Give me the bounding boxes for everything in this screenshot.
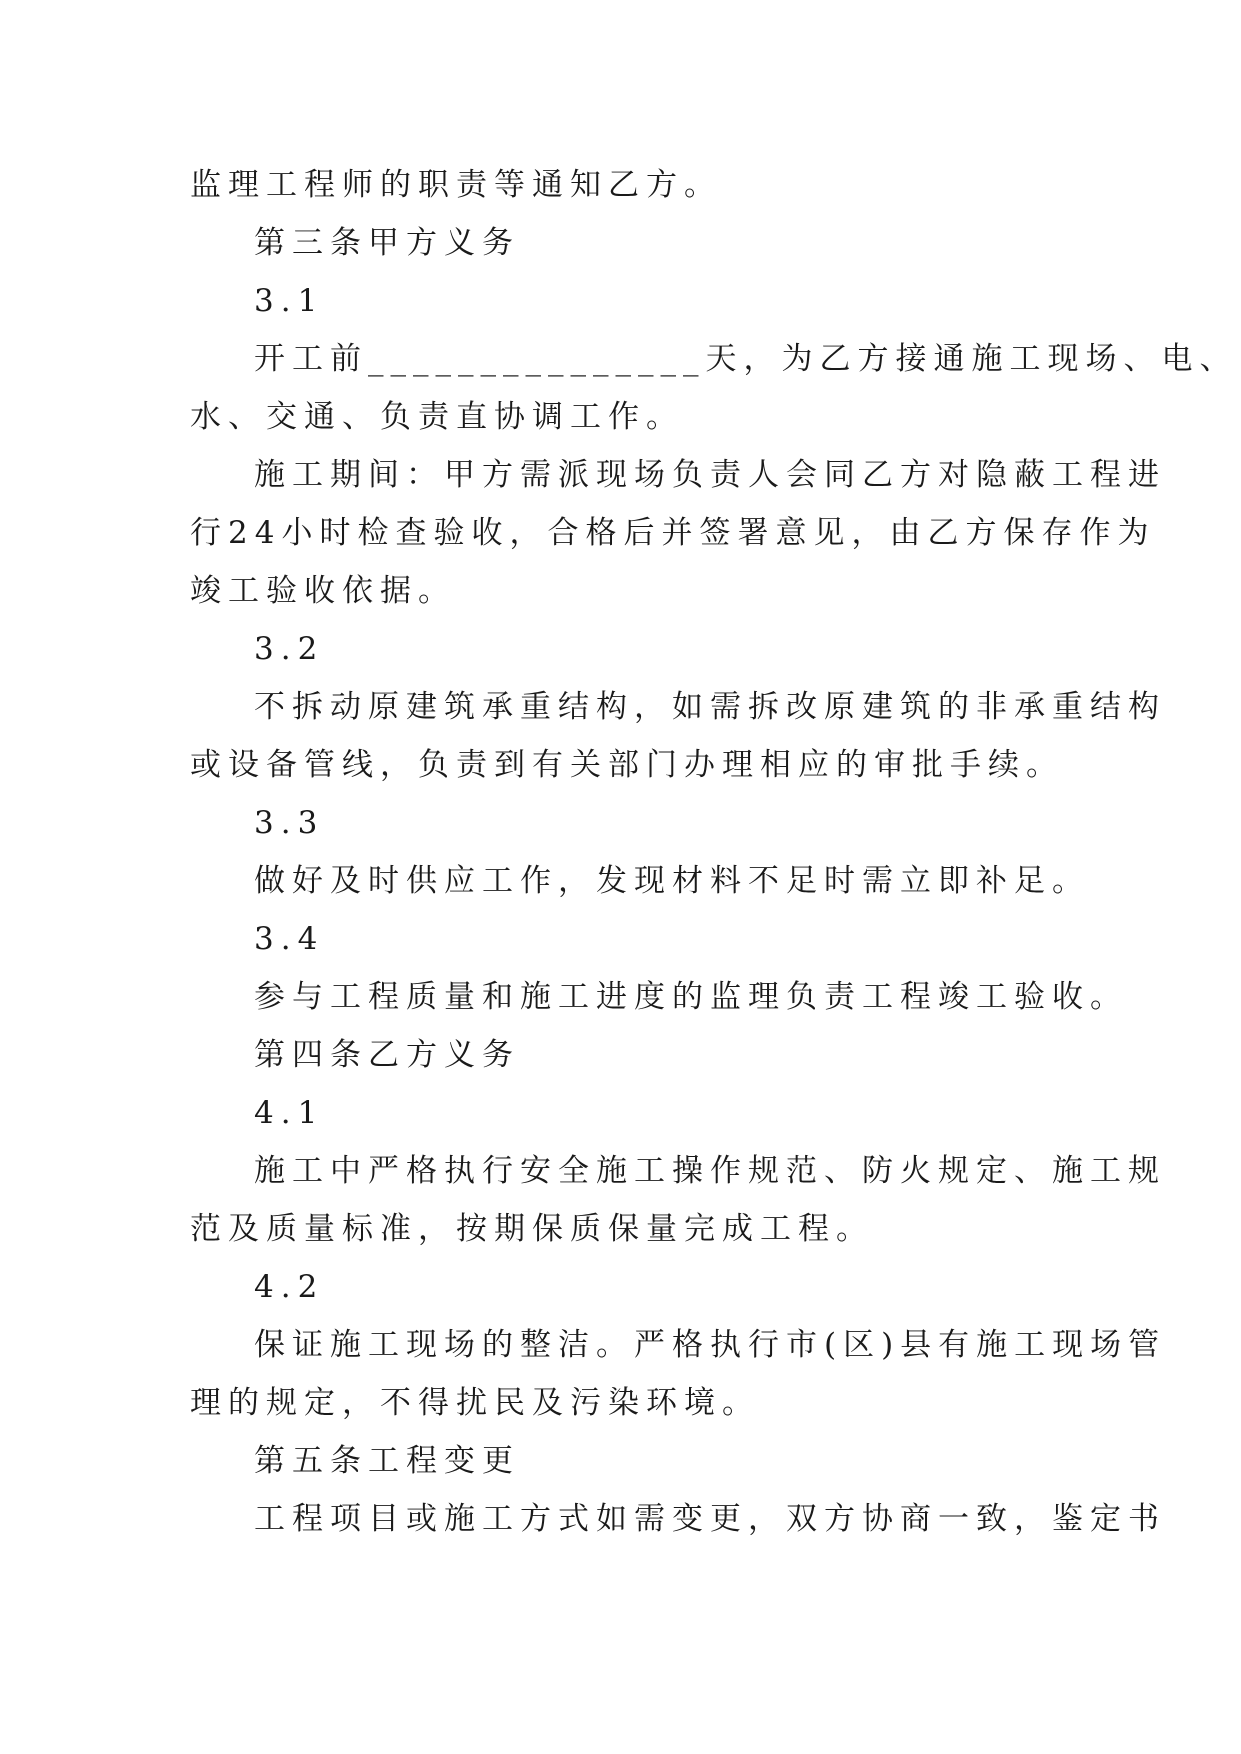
section-heading: 第四条乙方义务 <box>254 1037 520 1073</box>
section-heading: 第三条甲方义务 <box>254 225 520 261</box>
clause-number: 4.2 <box>254 1269 325 1305</box>
text-line: 保证施工现场的整洁。严格执行市(区)县有施工现场管 <box>254 1327 1167 1363</box>
text-line: 理的规定，不得扰民及污染环境。 <box>190 1385 760 1421</box>
text-line: 行24小时检查验收，合格后并签署意见，由乙方保存作为 <box>190 515 1156 551</box>
text-line: 监理工程师的职责等通知乙方。 <box>190 167 722 203</box>
text-line: 工程项目或施工方式如需变更，双方协商一致，鉴定书 <box>254 1501 1166 1537</box>
text-line: 范及质量标准，按期保质保量完成工程。 <box>190 1211 874 1247</box>
text-line: 施工中严格执行安全施工操作规范、防火规定、施工规 <box>254 1153 1166 1189</box>
clause-number: 3.1 <box>254 283 325 319</box>
text-line: 施工期间：甲方需派现场负责人会同乙方对隐蔽工程进 <box>254 457 1166 493</box>
clause-number: 3.4 <box>254 921 325 957</box>
document-body <box>190 156 1238 1548</box>
clause-number: 4.1 <box>254 1095 325 1131</box>
text-line: 做好及时供应工作，发现材料不足时需立即补足。 <box>254 863 1090 899</box>
text-line: 不拆动原建筑承重结构，如需拆改原建筑的非承重结构 <box>254 689 1166 725</box>
text-line: 开工前_______________天，为乙方接通施工现场、电、 <box>254 341 1238 377</box>
clause-number: 3.2 <box>254 631 325 667</box>
clause-number: 3.3 <box>254 805 325 841</box>
section-heading: 第五条工程变更 <box>254 1443 520 1479</box>
text-line: 或设备管线，负责到有关部门办理相应的审批手续。 <box>190 747 1064 783</box>
text-line: 参与工程质量和施工进度的监理负责工程竣工验收。 <box>254 979 1128 1015</box>
text-line: 水、交通、负责直协调工作。 <box>190 399 684 435</box>
text-line: 竣工验收依据。 <box>190 573 456 609</box>
